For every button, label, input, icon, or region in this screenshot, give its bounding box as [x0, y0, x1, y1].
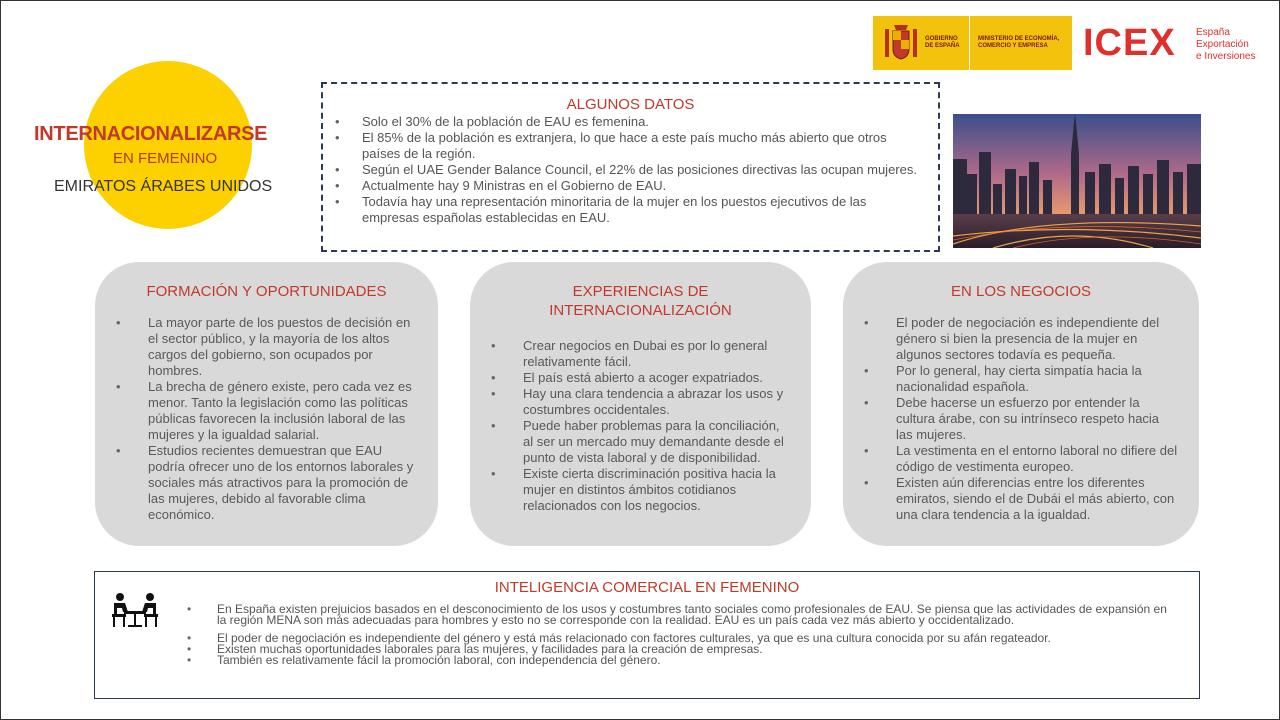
ministerio-text: MINISTERIO DE ECONOMÍA, COMERCIO Y EMPRESA — [978, 36, 1060, 49]
list-item: • Según el UAE Gender Balance Council, el 22% de las posiciones directivas las ocupan mujeres. — [335, 162, 922, 178]
list-item: • El 85% de la población es extranjera, lo que hace a este país mucho más abierto que otros países de la región. — [335, 130, 922, 162]
list-item: • Solo el 30% de la población de EAU es femenina. — [335, 114, 922, 130]
list-item: • La mayor parte de los puestos de decisión en el sector público, y la mayoría de los altos cargos del gobierno, son ocupados por hombres. — [95, 315, 438, 379]
list-item: • Crear negocios en Dubai es por lo general relativamente fácil. — [470, 338, 811, 370]
spain-coat-of-arms-icon — [883, 23, 919, 63]
panel-negocios — [843, 262, 1199, 546]
panel-formacion — [95, 262, 438, 546]
business-meeting-icon — [110, 592, 162, 628]
list-item: • Hay una clara tendencia a abrazar los usos y costumbres occidentales. — [470, 386, 811, 418]
icex-subtitle — [1196, 27, 1255, 63]
icex-subtitle-line: e Inversiones — [1196, 51, 1256, 62]
list-item: • Existen muchas oportunidades laborales para las mujeres, y facilidades para la creación de empresas. — [183, 644, 1177, 655]
gobierno-espana-logo — [873, 16, 1072, 70]
panel-list — [843, 315, 1199, 523]
list-item: • Estudios recientes demuestran que EAU podría ofrecer uno de los entornos laborales y sociales más atractivos para la promoción de las mujeres, debido al favorable clima económico. — [95, 443, 438, 523]
inteligencia-comercial-box — [94, 571, 1200, 699]
panel-list — [95, 315, 438, 523]
dubai-skyline-image — [953, 114, 1201, 248]
list-item: • Existen aún diferencias entre los diferentes emiratos, siendo el de Dubái el más abierto, con una clara tendencia a la igualdad. — [843, 475, 1199, 523]
panel-experiencias — [470, 262, 811, 546]
page-subtitle: EN FEMENINO — [113, 150, 218, 167]
icex-logo: ICEX — [1083, 22, 1176, 64]
icex-subtitle-line: España — [1196, 27, 1230, 38]
list-item: • El poder de negociación es independiente del género si bien la presencia de la mujer en algunos sectores todavía es pequeña. — [843, 315, 1199, 363]
country-label: EMIRATOS ÁRABES UNIDOS — [54, 178, 273, 195]
gobierno-text: GOBIERNO DE ESPAÑA — [925, 36, 960, 49]
data-box-title: ALGUNOS DATOS — [566, 96, 695, 113]
list-item: • Debe hacerse un esfuerzo por entender la cultura árabe, con su intrínseco respeto hacia las mujeres. — [843, 395, 1199, 443]
bottom-box-title: INTELIGENCIA COMERCIAL EN FEMENINO — [494, 579, 800, 596]
list-item: • Por lo general, hay cierta simpatía hacia la nacionalidad española. — [843, 363, 1199, 395]
list-item: • Puede haber problemas para la conciliación, al ser un mercado muy demandante desde el punto de vista laboral y de disponibilidad. — [470, 418, 811, 466]
list-item: • Existe cierta discriminación positiva hacia la mujer en distintos ámbitos cotidianos relacionados con los negocios. — [470, 466, 811, 514]
logo-divider — [969, 16, 970, 70]
algunos-datos-box — [321, 82, 940, 252]
list-item: • El poder de negociación es independiente del género y está más relacionado con factores culturales, ya que es una cultura conocida por su afán regateador. — [183, 633, 1177, 644]
panel-title: FORMACIÓN Y OPORTUNIDADES — [146, 283, 387, 300]
bottom-list — [183, 604, 1199, 666]
list-item: • La vestimenta en el entorno laboral no difiere del código de vestimenta europeo. — [843, 443, 1199, 475]
list-item: • También es relativamente fácil la promoción laboral, con independencia del género. — [183, 655, 1177, 666]
page-title: INTERNACIONALIZARSE — [34, 123, 268, 145]
panel-title: EXPERIENCIAS DE INTERNACIONALIZACIÓN — [549, 283, 732, 319]
list-item: • En España existen prejuicios basados en el desconocimiento de los usos y costumbres tanto sociales como profesionales de EAU. Se piensa que las actividades de expansión en la región MENA son más adecuadas para hombres y esto no se corresponde con la realidad. EAU es un país cada vez más abierto y occidentalizado. — [183, 604, 1177, 626]
list-item: • El país está abierto a acoger expatriados. — [470, 370, 811, 386]
panel-title: EN LOS NEGOCIOS — [950, 283, 1092, 300]
list-item: • Actualmente hay 9 Ministras en el Gobierno de EAU. — [335, 178, 922, 194]
data-list — [335, 114, 938, 226]
panel-list — [470, 338, 811, 514]
icex-subtitle-line: Exportación — [1196, 39, 1249, 50]
list-item: • La brecha de género existe, pero cada vez es menor. Tanto la legislación como las políticas públicas favorecen la inclusión laboral de las mujeres y la igualdad salarial. — [95, 379, 438, 443]
list-item: • Todavía hay una representación minoritaria de la mujer en los puestos ejecutivos de las empresas españolas establecidas en EAU. — [335, 194, 922, 226]
